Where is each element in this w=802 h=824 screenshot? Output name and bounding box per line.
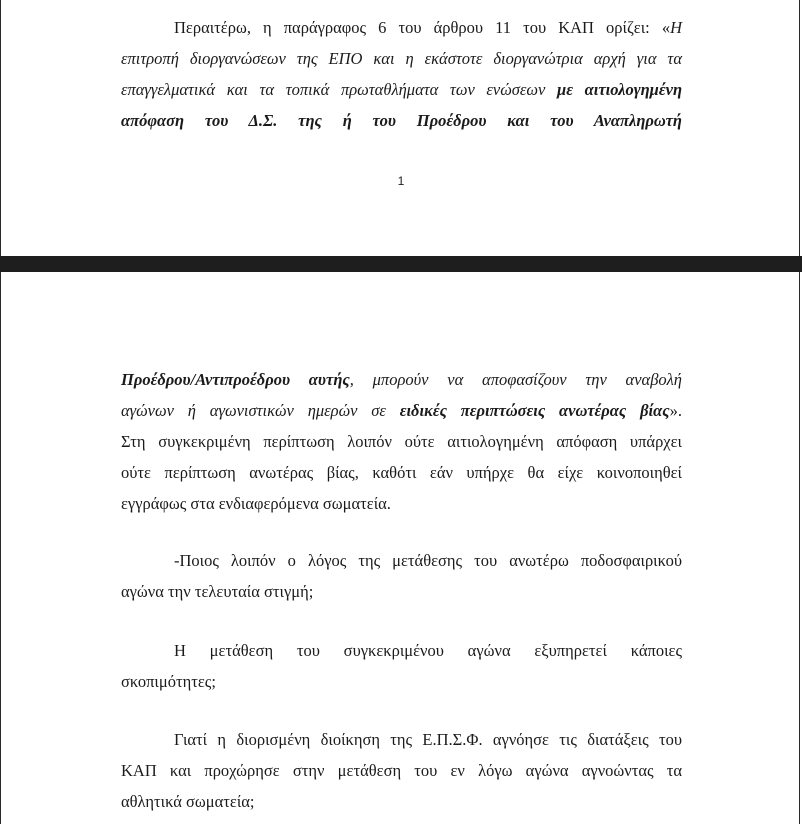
paragraph-question-expediency bbox=[121, 635, 682, 697]
paragraph-continuation bbox=[121, 364, 682, 519]
paragraph-question-reason bbox=[121, 545, 682, 607]
text-line: Περαιτέρω, η παράγραφος 6 του άρθρου 11 του ΚΑΠ ορίζει: «Η bbox=[174, 18, 682, 37]
text-line: αγώνα την τελευταία στιγμή; bbox=[121, 582, 314, 601]
text-line: απόφαση του Δ.Σ. της ή του Προέδρου και του Αναπληρωτή bbox=[121, 111, 682, 130]
text-line: αθλητικά σωματεία; bbox=[121, 792, 255, 811]
text-line: -Ποιος λοιπόν ο λόγος της μετάθεσης του ανωτέρω ποδοσφαιρικού bbox=[174, 551, 682, 570]
text-line: ούτε περίπτωση ανωτέρας βίας, καθότι εάν υπήρχε θα είχε κοινοποιηθεί bbox=[121, 463, 682, 482]
text-line: Προέδρου/Αντιπροέδρου αυτής, μπορούν να αποφασίζουν την αναβολή bbox=[121, 370, 682, 389]
page-separator bbox=[0, 256, 802, 272]
text-line: Η μετάθεση του συγκεκριμένου αγώνα εξυπηρετεί κάποιες bbox=[174, 641, 682, 660]
text-line: ΚΑΠ και προχώρησε στην μετάθεση του εν λόγω αγώνα αγνοώντας τα bbox=[121, 761, 682, 780]
paragraph-article-11 bbox=[121, 12, 682, 136]
paragraph-question-administration bbox=[121, 724, 682, 817]
page-number: 1 bbox=[397, 174, 405, 188]
text-line: επιτροπή διοργανώσεων της ΕΠΟ και η εκάστοτε διοργανώτρια αρχή για τα bbox=[121, 49, 682, 68]
document-page-2 bbox=[0, 272, 800, 824]
text-line: Στη συγκεκριμένη περίπτωση λοιπόν ούτε αιτιολογημένη απόφαση υπάρχει bbox=[121, 432, 682, 451]
text-line: Γιατί η διορισμένη διοίκηση της Ε.Π.Σ.Φ. αγνόησε τις διατάξεις του bbox=[174, 730, 682, 749]
text-line: επαγγελματικά και τα τοπικά πρωταθλήματα των ενώσεων με αιτιολογημένη bbox=[121, 80, 682, 99]
document-page-1 bbox=[0, 0, 800, 256]
text-line: αγώνων ή αγωνιστικών ημερών σε ειδικές περιπτώσεις ανωτέρας βίας». bbox=[121, 401, 682, 420]
text-line: σκοπιμότητες; bbox=[121, 672, 216, 691]
text-line: εγγράφως στα ενδιαφερόμενα σωματεία. bbox=[121, 494, 391, 513]
